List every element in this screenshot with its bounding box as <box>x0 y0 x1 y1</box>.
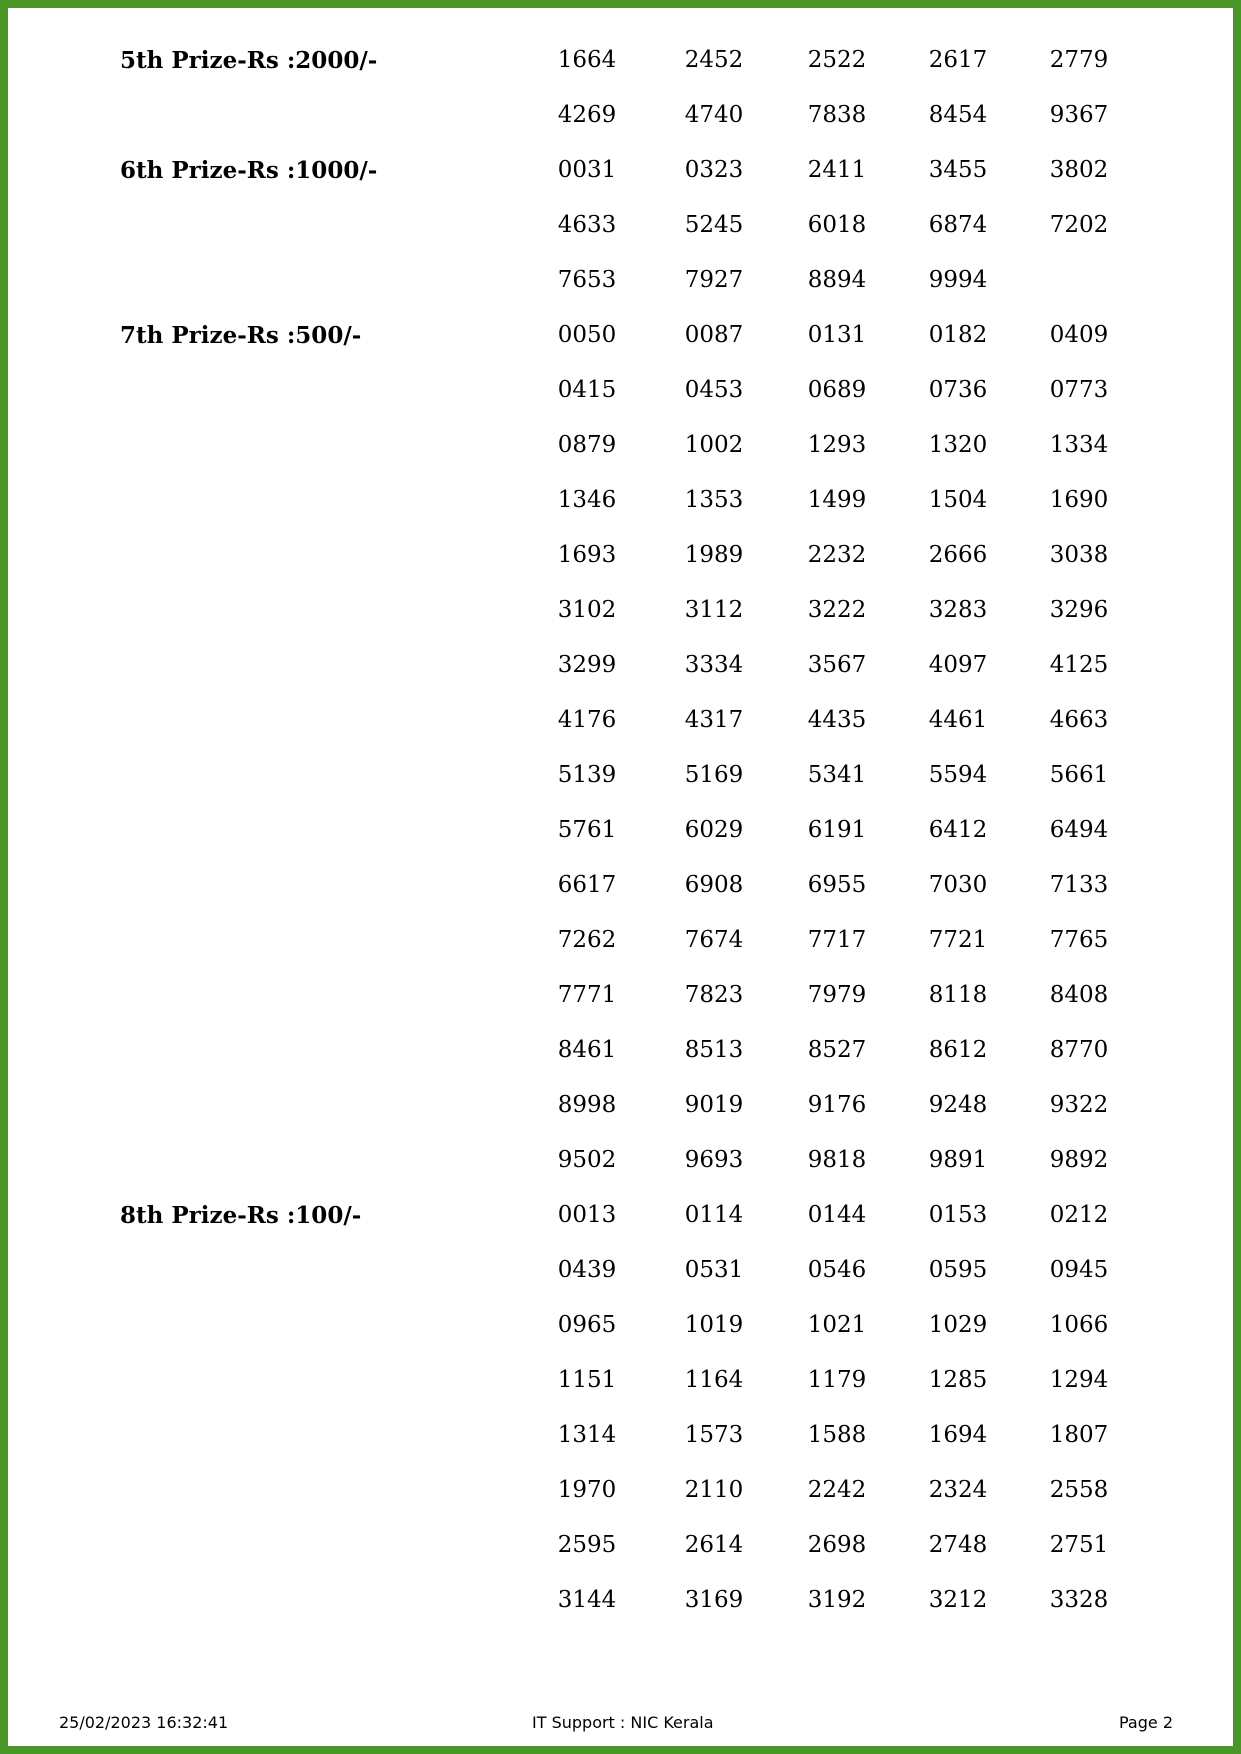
ticket-number: 1504 <box>928 487 988 513</box>
ticket-number: 3169 <box>684 1587 744 1613</box>
ticket-number: 2242 <box>807 1477 867 1503</box>
ticket-number: 2748 <box>928 1532 988 1558</box>
ticket-number: 8894 <box>807 267 867 293</box>
ticket-number: 0212 <box>1049 1202 1109 1228</box>
ticket-number: 1346 <box>557 487 617 513</box>
ticket-number: 5169 <box>684 762 744 788</box>
ticket-number: 7721 <box>928 927 988 953</box>
ticket-number: 2617 <box>928 47 988 73</box>
ticket-number: 1164 <box>684 1367 744 1393</box>
ticket-number: 1353 <box>684 487 744 513</box>
ticket-number: 1807 <box>1049 1422 1109 1448</box>
ticket-number: 7823 <box>684 982 744 1008</box>
ticket-number: 3455 <box>928 157 988 183</box>
ticket-number: 1021 <box>807 1312 867 1338</box>
ticket-number: 1588 <box>807 1422 867 1448</box>
ticket-number: 6908 <box>684 872 744 898</box>
ticket-number: 6018 <box>807 212 867 238</box>
ticket-number: 5139 <box>557 762 617 788</box>
ticket-number: 1573 <box>684 1422 744 1448</box>
ticket-number: 3567 <box>807 652 867 678</box>
ticket-number: 6029 <box>684 817 744 843</box>
ticket-number: 9693 <box>684 1147 744 1173</box>
ticket-number: 1293 <box>807 432 867 458</box>
ticket-number: 8118 <box>928 982 988 1008</box>
ticket-number: 0031 <box>557 157 617 183</box>
ticket-number: 1694 <box>928 1422 988 1448</box>
ticket-number: 0945 <box>1049 1257 1109 1283</box>
ticket-number: 5341 <box>807 762 867 788</box>
ticket-number: 0013 <box>557 1202 617 1228</box>
ticket-number: 0415 <box>557 377 617 403</box>
ticket-number: 6955 <box>807 872 867 898</box>
ticket-number: 3299 <box>557 652 617 678</box>
ticket-number: 0050 <box>557 322 617 348</box>
ticket-number: 1970 <box>557 1477 617 1503</box>
ticket-number: 8998 <box>557 1092 617 1118</box>
ticket-number: 4269 <box>557 102 617 128</box>
ticket-number: 0114 <box>684 1202 744 1228</box>
ticket-number: 4740 <box>684 102 744 128</box>
prize-label: 7th Prize-Rs :500/- <box>120 322 362 349</box>
prize-label: 8th Prize-Rs :100/- <box>120 1202 362 1229</box>
ticket-number: 9367 <box>1049 102 1109 128</box>
ticket-number: 2452 <box>684 47 744 73</box>
ticket-number: 0879 <box>557 432 617 458</box>
ticket-number: 9019 <box>684 1092 744 1118</box>
ticket-number: 2666 <box>928 542 988 568</box>
ticket-number: 2522 <box>807 47 867 73</box>
ticket-number: 9891 <box>928 1147 988 1173</box>
ticket-number: 9892 <box>1049 1147 1109 1173</box>
ticket-number: 5661 <box>1049 762 1109 788</box>
ticket-number: 8461 <box>557 1037 617 1063</box>
ticket-number: 6617 <box>557 872 617 898</box>
ticket-number: 1693 <box>557 542 617 568</box>
ticket-number: 3296 <box>1049 597 1109 623</box>
ticket-number: 0144 <box>807 1202 867 1228</box>
ticket-number: 3334 <box>684 652 744 678</box>
ticket-number: 0595 <box>928 1257 988 1283</box>
ticket-number: 6874 <box>928 212 988 238</box>
ticket-number: 0439 <box>557 1257 617 1283</box>
ticket-number: 1066 <box>1049 1312 1109 1338</box>
ticket-number: 4633 <box>557 212 617 238</box>
ticket-number: 1029 <box>928 1312 988 1338</box>
ticket-number: 6412 <box>928 817 988 843</box>
ticket-number: 1285 <box>928 1367 988 1393</box>
ticket-number: 2558 <box>1049 1477 1109 1503</box>
ticket-number: 2324 <box>928 1477 988 1503</box>
ticket-number: 9176 <box>807 1092 867 1118</box>
ticket-number: 7674 <box>684 927 744 953</box>
prize-label: 5th Prize-Rs :2000/- <box>120 47 378 74</box>
ticket-number: 8513 <box>684 1037 744 1063</box>
ticket-number: 7133 <box>1049 872 1109 898</box>
ticket-number: 7979 <box>807 982 867 1008</box>
ticket-number: 1320 <box>928 432 988 458</box>
ticket-number: 8408 <box>1049 982 1109 1008</box>
ticket-number: 1499 <box>807 487 867 513</box>
ticket-number: 8454 <box>928 102 988 128</box>
ticket-number: 2779 <box>1049 47 1109 73</box>
ticket-number: 0531 <box>684 1257 744 1283</box>
ticket-number: 1334 <box>1049 432 1109 458</box>
ticket-number: 4435 <box>807 707 867 733</box>
footer-timestamp: 25/02/2023 16:32:41 <box>59 1713 229 1732</box>
ticket-number: 3222 <box>807 597 867 623</box>
ticket-number: 2110 <box>684 1477 744 1503</box>
ticket-number: 0131 <box>807 322 867 348</box>
ticket-number: 7838 <box>807 102 867 128</box>
ticket-number: 7717 <box>807 927 867 953</box>
ticket-number: 1151 <box>557 1367 617 1393</box>
ticket-number: 1179 <box>807 1367 867 1393</box>
footer-support: IT Support : NIC Kerala <box>532 1713 714 1732</box>
ticket-number: 6494 <box>1049 817 1109 843</box>
ticket-number: 0182 <box>928 322 988 348</box>
ticket-number: 4176 <box>557 707 617 733</box>
ticket-number: 3038 <box>1049 542 1109 568</box>
ticket-number: 9818 <box>807 1147 867 1173</box>
ticket-number: 7030 <box>928 872 988 898</box>
ticket-number: 2698 <box>807 1532 867 1558</box>
ticket-number: 1664 <box>557 47 617 73</box>
ticket-number: 0736 <box>928 377 988 403</box>
ticket-number: 0965 <box>557 1312 617 1338</box>
ticket-number: 5594 <box>928 762 988 788</box>
ticket-number: 6191 <box>807 817 867 843</box>
ticket-number: 1989 <box>684 542 744 568</box>
ticket-number: 9248 <box>928 1092 988 1118</box>
ticket-number: 0773 <box>1049 377 1109 403</box>
ticket-number: 9502 <box>557 1147 617 1173</box>
ticket-number: 2614 <box>684 1532 744 1558</box>
ticket-number: 7653 <box>557 267 617 293</box>
ticket-number: 5245 <box>684 212 744 238</box>
ticket-number: 7262 <box>557 927 617 953</box>
ticket-number: 7202 <box>1049 212 1109 238</box>
ticket-number: 2595 <box>557 1532 617 1558</box>
ticket-number: 0689 <box>807 377 867 403</box>
ticket-number: 2411 <box>807 157 867 183</box>
prize-label: 6th Prize-Rs :1000/- <box>120 157 378 184</box>
ticket-number: 4125 <box>1049 652 1109 678</box>
ticket-number: 8770 <box>1049 1037 1109 1063</box>
ticket-number: 0087 <box>684 322 744 348</box>
ticket-number: 1690 <box>1049 487 1109 513</box>
ticket-number: 1019 <box>684 1312 744 1338</box>
ticket-number: 3328 <box>1049 1587 1109 1613</box>
ticket-number: 3112 <box>684 597 744 623</box>
ticket-number: 4097 <box>928 652 988 678</box>
ticket-number: 4317 <box>684 707 744 733</box>
ticket-number: 5761 <box>557 817 617 843</box>
footer-page-number: Page 2 <box>1119 1713 1173 1732</box>
ticket-number: 3212 <box>928 1587 988 1613</box>
ticket-number: 3102 <box>557 597 617 623</box>
ticket-number: 1294 <box>1049 1367 1109 1393</box>
ticket-number: 0153 <box>928 1202 988 1228</box>
ticket-number: 3802 <box>1049 157 1109 183</box>
ticket-number: 9322 <box>1049 1092 1109 1118</box>
ticket-number: 0409 <box>1049 322 1109 348</box>
ticket-number: 2751 <box>1049 1532 1109 1558</box>
ticket-number: 7771 <box>557 982 617 1008</box>
ticket-number: 3192 <box>807 1587 867 1613</box>
ticket-number: 3283 <box>928 597 988 623</box>
ticket-number: 0323 <box>684 157 744 183</box>
ticket-number: 1314 <box>557 1422 617 1448</box>
ticket-number: 0546 <box>807 1257 867 1283</box>
ticket-number: 0453 <box>684 377 744 403</box>
ticket-number: 9994 <box>928 267 988 293</box>
ticket-number: 4461 <box>928 707 988 733</box>
ticket-number: 2232 <box>807 542 867 568</box>
ticket-number: 1002 <box>684 432 744 458</box>
ticket-number: 8527 <box>807 1037 867 1063</box>
ticket-number: 4663 <box>1049 707 1109 733</box>
ticket-number: 3144 <box>557 1587 617 1613</box>
ticket-number: 7927 <box>684 267 744 293</box>
ticket-number: 7765 <box>1049 927 1109 953</box>
ticket-number: 8612 <box>928 1037 988 1063</box>
